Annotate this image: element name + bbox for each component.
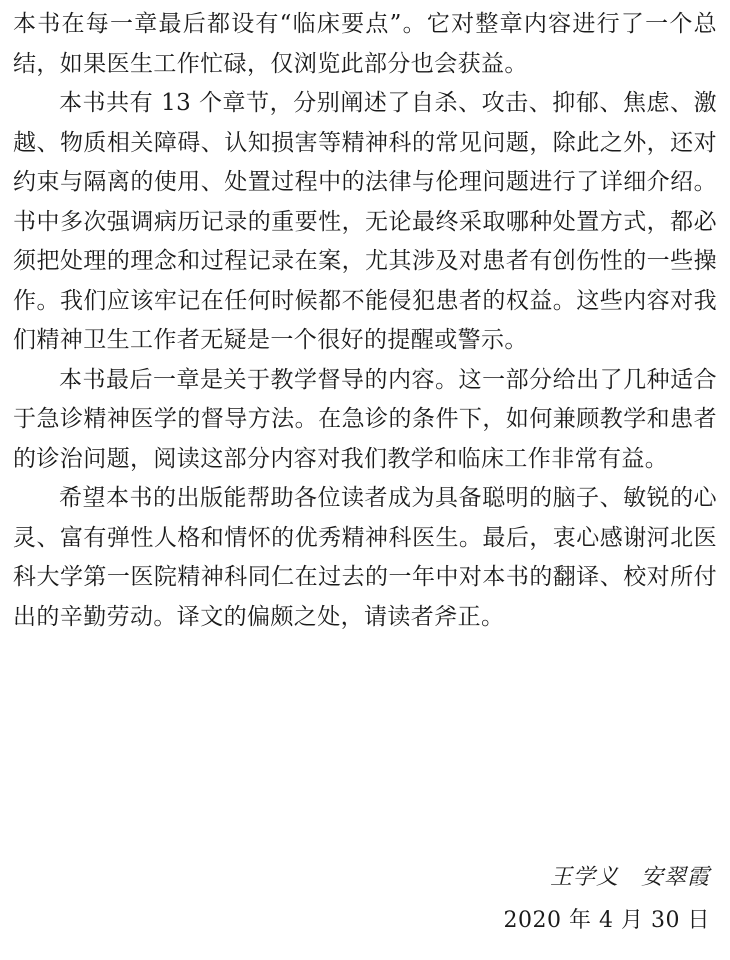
signature-date: 2020 年 4 月 30 日: [503, 908, 710, 933]
document-body: [13, 5, 717, 637]
paragraph-closing-thanks: 希望本书的出版能帮助各位读者成为具备聪明的脑子、敏锐的心灵、富有弹性人格和情怀的优秀精神科医生。最后，衷心感谢河北医科大学第一医院精神科同仁在过去的一年中对本书的翻译、校对所付出的辛勤劳动。译文的偏颇之处，请读者斧正。: [13, 485, 717, 630]
paragraph-clinical-points: 本书在每一章最后都设有“临床要点”。它对整章内容进行了一个总结，如果医生工作忙碌，仅浏览此部分也会获益。: [13, 11, 717, 77]
signature-author-1: 王学义: [549, 865, 619, 890]
signature-author-2: 安翠霞: [640, 865, 710, 890]
paragraph-chapter-overview: 本书共有 13 个章节，分别阐述了自杀、攻击、抑郁、焦虑、激越、物质相关障碍、认知损害等精神科的常见问题，除此之外，还对约束与隔离的使用、处置过程中的法律与伦理问题进行了详细介绍。书中多次强调病历记录的重要性，无论最终采取哪种处置方式，都必须把处理的理念和过程记录在案，尤其涉及对患者有创伤性的一些操作。我们应该牢记在任何时候都不能侵犯患者的权益。这些内容对我们精神卫生工作者无疑是一个很好的提醒或警示。: [13, 90, 717, 353]
paragraph-teaching-supervision: 本书最后一章是关于教学督导的内容。这一部分给出了几种适合于急诊精神医学的督导方法。在急诊的条件下，如何兼顾教学和患者的诊治问题，阅读这部分内容对我们教学和临床工作非常有益。: [13, 366, 717, 472]
signature: [550, 862, 710, 894]
